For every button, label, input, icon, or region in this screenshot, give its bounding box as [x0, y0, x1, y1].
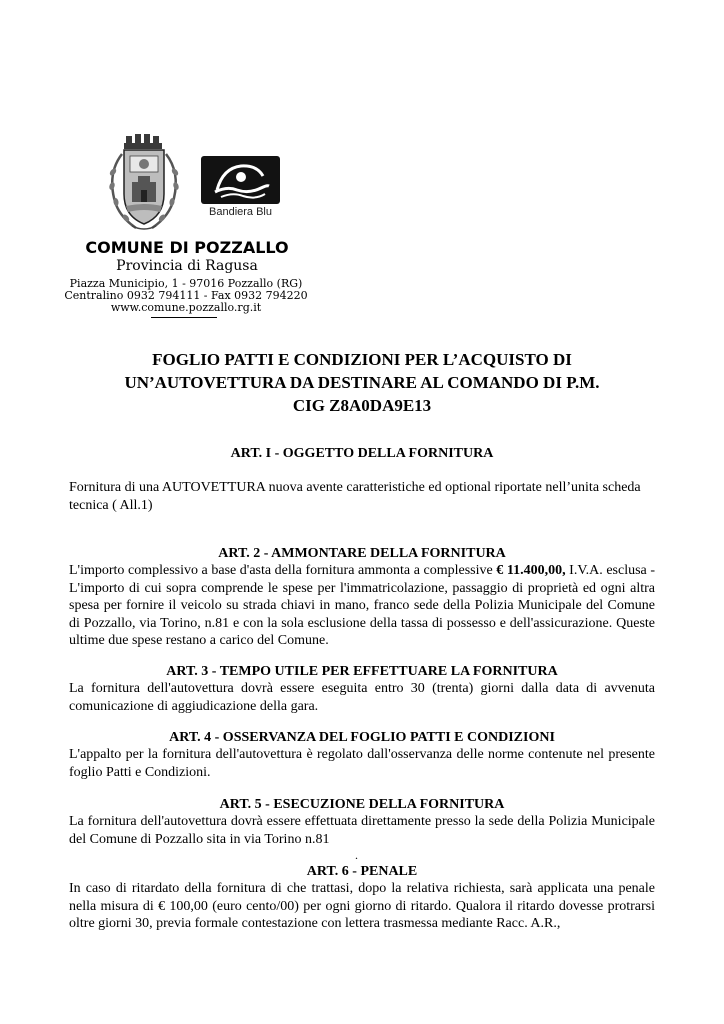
article-2-text	[69, 562, 655, 650]
article-2-text-before: L'importo complessivo a base d'asta della fornitura ammonta a complessive	[69, 563, 497, 578]
article-1-heading: ART. I - OGGETTO DELLA FORNITURA	[230, 446, 494, 461]
document-title-line-2: UN’AUTOVETTURA DA DESTINARE AL COMANDO DI P.M.	[124, 373, 600, 392]
article-5-heading: ART. 5 - ESECUZIONE DELLA FORNITURA	[219, 797, 505, 812]
article-2-heading: ART. 2 - AMMONTARE DELLA FORNITURA	[218, 546, 506, 561]
article-6-heading: ART. 6 - PENALE	[306, 864, 418, 879]
document-title-line-1: FOGLIO PATTI E CONDIZIONI PER L’ACQUISTO DI	[152, 350, 572, 369]
municipality-name: COMUNE DI POZZALLO	[85, 238, 289, 257]
article-3-heading: ART. 3 - TEMPO UTILE PER EFFETTUARE LA FORNITURA	[166, 664, 558, 679]
website-text: www.comune.pozzallo.rg.it	[110, 301, 262, 314]
province-name: Provincia di Ragusa	[116, 258, 258, 274]
article-6-text: In caso di ritardato della fornitura di che trattasi, dopo la relativa richiesta, sarà applicata una penale nella misura di € 100,00 (euro cento/00) per ogni giorno di ritardo. Qualora il ritardo dovesse protrarsi oltre giorni 30, previa formale contestazione con lettera trasmessa mediante Racc. A.R.,	[69, 881, 655, 931]
article-1-text: Fornitura di una AUTOVETTURA nuova avente caratteristiche ed optional riportate nell’unita scheda tecnica ( All.1)	[69, 480, 641, 513]
bandiera-blu-label: Bandiera Blu	[209, 206, 272, 218]
header-divider	[151, 317, 217, 318]
document-cig-code: CIG Z8A0DA9E13	[292, 396, 432, 415]
address-line: Piazza Municipio, 1 - 97016 Pozzallo (RG)	[69, 277, 303, 290]
article-2-amount: € 11.400,00,	[496, 563, 566, 578]
article-2-text-after: I.V.A. esclusa - L'importo di cui sopra comprende le spese per l'immatricolazione, passaggio di proprietà ed ogni altra spesa per fornire il veicolo su strada chiavi in mano, franco sede della Polizia Municipale del Comune di Pozzallo, via Torino, n.81 e con la sola esclusione della tassa di possesso e dell'assicurazione. Queste ultime due spese restano a carico del Comune.	[69, 563, 655, 648]
article-4-heading: ART. 4 - OSSERVANZA DEL FOGLIO PATTI E CONDIZIONI	[169, 730, 555, 745]
phone-fax-line: Centralino 0932 794111 - Fax 0932 794220	[64, 289, 308, 302]
article-3-text: La fornitura dell'autovettura dovrà essere eseguita entro 30 (trenta) giorni dalla data di avvenuta comunicazione di aggiudicazione della gara.	[69, 681, 655, 714]
bandiera-blu-flag-icon	[201, 156, 280, 204]
article-4-text: L'appalto per la fornitura dell'autovettura è regolato dall'osservanza delle norme contenute nel presente foglio Patti e Condizioni.	[69, 747, 655, 780]
coat-of-arms-emblem	[102, 132, 186, 234]
bandiera-blu-logo	[201, 156, 280, 224]
separator-dot: .	[355, 848, 358, 862]
article-5-text: La fornitura dell'autovettura dovrà essere effettuata direttamente presso la sede della Polizia Municipale del Comune di Pozzallo sita in via Torino n.81	[69, 814, 655, 847]
